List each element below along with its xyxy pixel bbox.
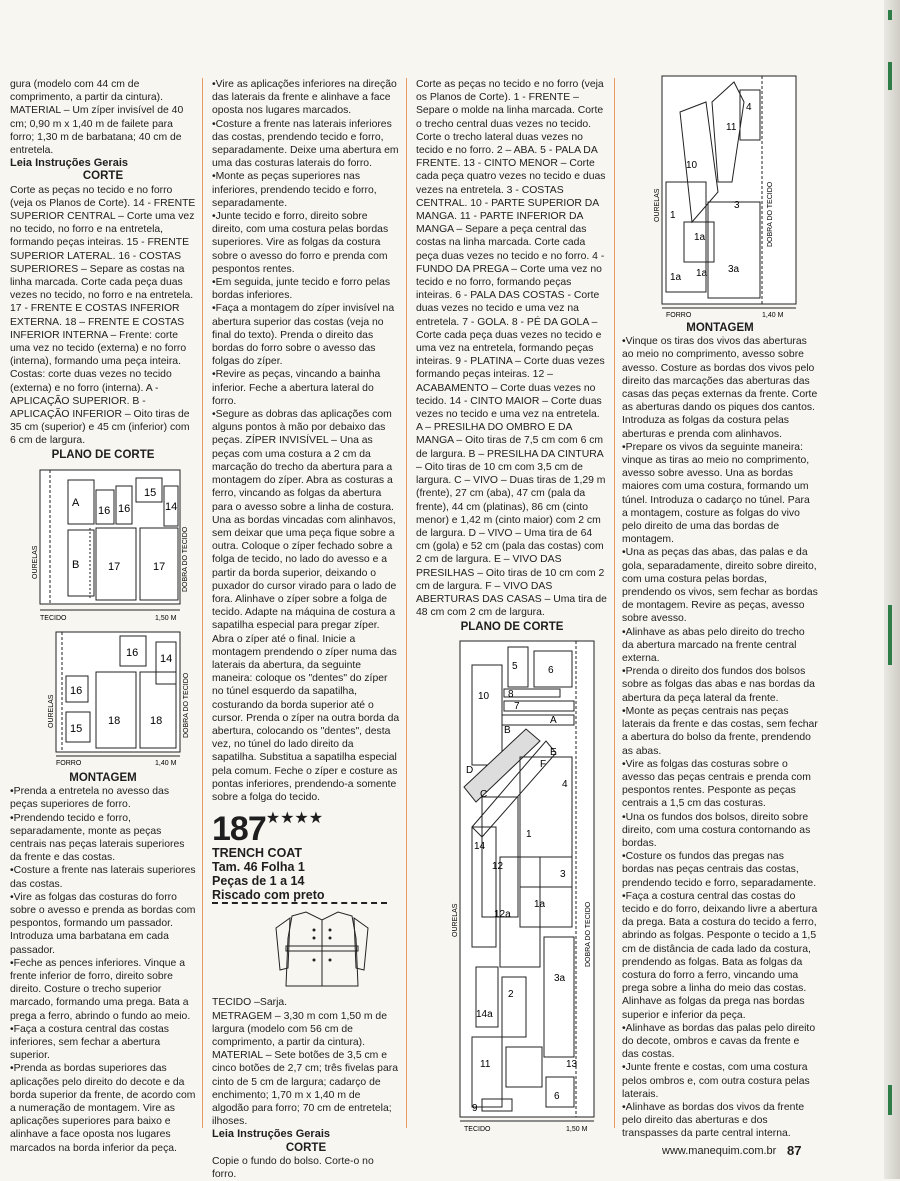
selvage-label: OURELAS xyxy=(32,545,39,579)
text-paragraph: •Faça a montagem do zíper invisível na abertura superior das costas (veja no final do texto). Prenda o direito das bordas do forro sobre o avesso das folgas do zíper. xyxy=(212,303,395,368)
piece-label: 3 xyxy=(734,200,740,211)
piece-label: A xyxy=(72,496,80,509)
lining-label: FORRO xyxy=(666,312,692,318)
piece-label: 11 xyxy=(480,1058,491,1070)
montagem-step: •Prenda a entretela no avesso das peças superiores de forro. xyxy=(10,786,170,811)
difficulty-stars: ★★★★ xyxy=(265,810,324,828)
piece-label: 3a xyxy=(554,972,566,984)
selvage-label: OURELAS xyxy=(452,903,459,937)
selvage-label: OURELAS xyxy=(48,694,55,728)
text-paragraph: •Revire as peças, vincando a bainha inferior. Feche a abertura lateral do forro. xyxy=(212,369,381,407)
zipper-paragraph: •Segure as dobras das aplicações com alguns pontos à mão por debaixo das peças. ZÍPER INVISÍVEL – Una as peças com uma costura a 2 cm da marcação do trecho da abertura para a montagem do zíper. Abra as costuras a ferro, vincando as folgas da abertura para o avesso sobre a linha de costura. Una as bordas vincadas com alinhavos, sem deixar que uma peça fique sobre a outra. Coloque o zíper fechado sobre a folga de tecido, no lado do avesso e a partir da borda superior, deixando o puxador do cursor virado para o lado de fora. Alinhave o zíper sobre a folga de tecido. Adapte na máquina de costura a sapatilha especial para pregar zíper. Abra o zíper até o final. Inicie a montagem prendendo o zíper numa das laterais da abertura, da seguinte maneira: coloque os "dentes" do zíper no túnel esquerdo da sapatilha, costurando da borda superior até o cursor. Prenda o zíper na outra borda da abertura, colocando os "dentes", desta vez, no túnel do lado direito da sapatilha. Substitua a sapatilha especial pela comum. Feche o zíper e costure as pontas inferiores, prendendo-a somente sobre a folga do tecido. xyxy=(212,409,400,803)
instructions-heading: Leia Instruções Gerais xyxy=(212,1128,330,1141)
piece-label: 1a xyxy=(670,272,682,283)
montagem-step: •Feche as pences inferiores. Vinque a frente inferior de forro, direito sobre direito. Costure o trecho superior marcado, formando uma prega. Bata a prega a ferro, abrindo o fundo ao meio. xyxy=(10,957,191,1022)
montagem-step: •Una as peças das abas, das palas e da gola, separadamente, direito sobre direito, com uma costura pelas bordas, prendendo os vivos, sem fechar as bordas de montagem. Revire as peças, avesso sobre avesso. xyxy=(622,547,818,625)
piece-label: 12 xyxy=(492,860,504,872)
cutting-plan-lining-diagram xyxy=(10,628,196,768)
montagem-step: •Costure a frente nas laterais superiores das costas. xyxy=(10,865,196,890)
model-number: 187 xyxy=(212,810,266,849)
width-label: 1,50 M xyxy=(155,614,177,622)
width-label: 1,50 M xyxy=(566,1125,588,1133)
page-edge-shadow xyxy=(884,0,900,1179)
page-number: 87 xyxy=(787,1143,802,1158)
piece-label: C xyxy=(480,788,488,800)
piece-label: 1a xyxy=(534,898,546,910)
instructions-heading: Leia Instruções Gerais xyxy=(10,157,128,170)
montagem-step: •Costure os fundos das pregas nas bordas nas peças centrais das costas, prendendo tecido e forro, separadamente. xyxy=(622,851,817,889)
piece-label: 9 xyxy=(472,1102,478,1114)
montagem-step: •Alinhave as bordas dos vivos da frente pelo direito das aberturas e dos transpasses da parte central interna. xyxy=(622,1101,805,1140)
plano-de-corte-heading: PLANO DE CORTE xyxy=(51,448,155,461)
website-url[interactable]: www.manequim.com.br xyxy=(662,1145,777,1157)
piece-label: 6 xyxy=(548,664,554,676)
text-paragraph: •Vire as aplicações inferiores na direção das laterais da frente e alinhave a face oposta nos lugares marcados. xyxy=(212,79,397,117)
montagem-step: •Alinhave as abas pelo direito do trecho da abertura marcado na frente central externa. xyxy=(622,626,805,665)
piece-label: 16 xyxy=(70,684,83,697)
montagem-step: •Monte as peças centrais nas peças laterais da frente e das costas, sem fechar a abertura do bolso da frente, prendendo as abas. xyxy=(622,705,818,757)
fold-label: DOBRA DO TECIDO xyxy=(182,526,189,592)
piece-label: 10 xyxy=(478,690,490,702)
fabric-label: TECIDO xyxy=(40,614,67,622)
model-name: TRENCH COAT xyxy=(212,846,303,861)
montagem-step: •Alinhave as bordas das palas pelo direito do decote, ombros e cavas da frente e das costas. xyxy=(622,1022,816,1061)
piece-label: 2 xyxy=(508,988,514,1000)
piece-label: 14 xyxy=(474,840,486,852)
montagem-step: •Prenda o direito dos fundos dos bolsos sobre as folgas das abas e nas bordas da abertura da peça lateral da frente. xyxy=(622,666,815,704)
lining-label: FORRO xyxy=(56,759,82,767)
piece-label: 14 xyxy=(165,500,178,513)
trench-coat-illustration xyxy=(272,908,400,992)
montagem-heading: MONTAGEM xyxy=(69,771,137,784)
piece-label: 1 xyxy=(670,210,676,221)
fold-label: DOBRA DO TECIDO xyxy=(183,672,190,738)
width-label: 1,40 M xyxy=(762,312,784,318)
montagem-step: •Junte frente e costas, com uma costura pelos ombros e, com outra costura pelas laterais. xyxy=(622,1062,810,1100)
piece-label: 3a xyxy=(728,264,740,275)
piece-label: E xyxy=(550,746,557,758)
edge-mark xyxy=(888,10,892,20)
piece-label: 10 xyxy=(686,160,698,171)
montagem-step: •Faça a costura central das costas inferiores, sem fechar a abertura superior. xyxy=(10,1023,169,1062)
montagem-step: •Faça a costura central das costas do tecido e do forro, deixando livre a abertura da prega. Bata a costura do tecido a ferro, abrindo as folgas. Pesponte o tecido a 1,5 cm de distância de cada lado da costura, prendendo as folgas. Bata as folgas da costura do forro a ferro, vincando uma prega sobre a linha do meio das costas. Alinhave as folgas da prega nas bordas superior e inferior da peça. xyxy=(622,890,818,1021)
edge-mark xyxy=(888,605,892,665)
model-line-color: Riscado com preto xyxy=(212,888,387,904)
montagem-heading: MONTAGEM xyxy=(686,322,754,334)
corte-heading: CORTE xyxy=(82,170,124,183)
piece-label: B xyxy=(72,558,80,571)
plano-de-corte-heading: PLANO DE CORTE xyxy=(460,621,564,634)
width-label: 1,40 M xyxy=(155,759,177,767)
yardage: METRAGEM – 3,30 m com 1,50 m de largura (modelo com 56 cm de comprimento, a partir da cintura). xyxy=(212,1010,387,1048)
piece-label: 14a xyxy=(476,1008,493,1020)
piece-label: 18 xyxy=(150,714,163,727)
selvage-label: OURELAS xyxy=(654,188,661,222)
piece-label: 14 xyxy=(160,652,173,665)
corte-heading: CORTE xyxy=(285,1141,327,1154)
montagem-step: •Una os fundos dos bolsos, direito sobre direito, com uma costura contornando as bordas. xyxy=(622,811,811,849)
model-header xyxy=(212,810,400,849)
montagem-step: •Prenda as bordas superiores das aplicações pelo direito do decote e da borda superior da frente, de acordo com a numeração de montagem. Vire as aplicações superiores para baixo e alinhave a face oposta nos lugares marcados na borda inferior da peça. xyxy=(10,1063,196,1154)
material-paragraph: MATERIAL – Sete botões de 3,5 cm e cinco botões de 2,7 cm; três fivelas para cinto de 5 cm de largura; cadarço de enchimento; 1,70 m x 1,40 m de algodão para forro; 70 cm de entretela; ilhoses. xyxy=(212,1050,398,1128)
piece-label: A xyxy=(550,714,557,726)
fabric-label: TECIDO xyxy=(464,1125,491,1133)
edge-mark xyxy=(888,62,892,90)
piece-label: 16 xyxy=(126,646,139,659)
piece-label: 4 xyxy=(562,778,568,790)
column-4 xyxy=(622,72,818,1141)
piece-label: 1 xyxy=(526,828,532,840)
corte-paragraph: Copie o fundo do bolso. Corte-o no forro. xyxy=(212,1155,374,1181)
piece-label: 16 xyxy=(118,502,131,515)
fold-label: DOBRA DO TECIDO xyxy=(585,901,592,967)
piece-label: 13 xyxy=(566,1058,578,1070)
piece-label: 1a xyxy=(694,232,706,243)
montagem-step: •Vire as folgas das costuras sobre o avesso das peças centrais e prenda com pespontos rentes. Pesponte as peças centrais a 1,5 cm das costuras. xyxy=(622,758,811,810)
column-rule xyxy=(614,78,615,1128)
piece-label: 5 xyxy=(512,660,518,672)
model-pieces: Peças de 1 a 14 xyxy=(212,874,305,889)
cutting-plan-trench-diagram xyxy=(416,637,608,1137)
piece-label: 4 xyxy=(746,102,752,113)
column-1 xyxy=(10,78,196,1155)
edge-mark xyxy=(888,1085,892,1115)
corte-paragraph: Corte as peças no tecido e no forro (veja os Planos de Corte). 14 - FRENTE SUPERIOR CENTRAL – Corte uma vez no tecido, no forro e na entretela, formando peças inteiras. 15 - FRENTE SUPERIOR LATERAL. 16 - COSTAS SUPERIORES – Separe as costas na linha marcada. Corte cada peça duas vezes no tecido, no forro e na entretela. 17 - FRENTE E COSTAS INFERIOR EXTERNA. 18 – FRENTE E COSTAS INFERIOR INTERNA – Frente: corte uma vez no tecido (externa) e no forro (interna), formando uma peça inteira. Costas: corte duas vezes no tecido (externa) e no forro (interna). A - APLICAÇÃO SUPERIOR. B - APLICAÇÃO INFERIOR – Oito tiras de 35 cm (superior) e 45 cm (inferior) com 6 cm de largura. xyxy=(10,184,196,447)
piece-label: B xyxy=(504,724,511,736)
piece-label: 15 xyxy=(70,722,83,735)
fabric-type: TECIDO –Sarja. xyxy=(212,997,288,1009)
material-paragraph: MATERIAL – Um zíper invisível de 40 cm; 0,90 m x 1,40 m de failete para forro; 1,30 m de barbatana; 40 cm de entretela. xyxy=(10,105,184,157)
piece-label: 6 xyxy=(554,1090,560,1102)
fold-label: DOBRA DO TECIDO xyxy=(767,181,774,247)
piece-label: 3 xyxy=(560,868,566,880)
montagem-step: •Vire as folgas das costuras do forro sobre o avesso e prenda as bordas com pespontos, formando um passador. Introduza uma barbatana em cada passador. xyxy=(10,891,196,956)
text-paragraph: •Monte as peças superiores nas inferiores, prendendo tecido e forro, separadamente. xyxy=(212,171,377,209)
piece-label: 1a xyxy=(696,268,708,279)
column-rule xyxy=(202,78,203,1128)
column-3 xyxy=(416,78,608,1141)
text-paragraph: •Em seguida, junte tecido e forro pelas bordas inferiores. xyxy=(212,277,391,302)
text-paragraph: •Junte tecido e forro, direito sobre direito, com uma costura pelas bordas superiores. Vire as folgas da costura sobre o avesso do forro e prenda com pespontos rentes. xyxy=(212,211,389,275)
corte-paragraph: Corte as peças no tecido e no forro (veja os Planos de Corte). 1 - FRENTE – Separe o molde na linha marcada. Corte o trecho central duas vezes no tecido. Corte o trecho lateral duas vezes no tecido e no forro. 2 – ABA. 5 - PALA DA FRENTE. 13 - CINTO MENOR – Corte cada peça quatro vezes no tecido e duas vezes na entretela. 3 - COSTAS CENTRAL. 10 - PARTE SUPERIOR DA MANGA. 11 - PARTE INFERIOR DA MANGA – Separe a peça central das costas na linha marcada. Corte cada peça duas vezes no tecido e no forro. 4 - FUNDO DA PREGA – Corte uma vez no tecido e no forro, formando peças inteiras. 6 - PALA DAS COSTAS - Corte duas vezes no tecido e uma vez na entretela. 7 - GOLA. 8 - PÉ DA GOLA – Corte cada peça duas vezes no tecido e uma vez na entretela, formando peças inteiras. 9 - PLATINA – Corte duas vezes formando peças inteiras. 12 – ACABAMENTO – Corte duas vezes no tecido. 14 - CINTO MAIOR – Corte duas vezes no tecido e uma vez na entretela. A – PRESILHA DO OMBRO E DA MANGA – Oito tiras de 7,5 cm com 6 cm de largura. B – PRESILHA DA CINTURA – Oito tiras de 10 cm com 3,5 cm de largura. C – VIVO – Duas tiras de 1,29 m (frente), 27 cm (aba), 47 cm (pala da frente), 44 cm (platinas), 86 cm (cinto menor) e 1,42 m (cinto maior) com 2 cm de largura. D – VIVO – Uma tira de 64 cm (gola) e 52 cm (pala das costas) com 2 cm de largura. E – VIVO DAS PRESILHAS – Oito tiras de 10 cm com 2 cm de largura. F – VIVO DAS ABERTURAS DAS CASAS – Uma tira de 48 cm com 2 cm de largura. xyxy=(416,79,607,619)
montagem-step: •Prendendo tecido e forro, separadamente, monte as peças centrais nas peças laterais superiores da frente e das costas. xyxy=(10,812,185,864)
piece-label: 18 xyxy=(108,714,121,727)
piece-label: 12a xyxy=(494,908,511,920)
montagem-step: •Prepare os vivos da seguinte maneira: vinque as tiras ao meio no comprimento, avesso sobre avesso. Una as bordas maiores com uma costura, formando um túnel. Introduza o cadarço no túnel. Para a montagem, costure as folgas do vivo pelo direito de uma das bordas de montagem. xyxy=(622,441,810,546)
piece-label: 7 xyxy=(514,700,520,712)
piece-label: 17 xyxy=(153,560,166,573)
piece-label: 17 xyxy=(108,560,121,573)
model-size: Tam. 46 Folha 1 xyxy=(212,860,305,875)
cutting-plan-fabric-diagram xyxy=(10,464,196,624)
piece-label: F xyxy=(540,758,547,770)
column-2 xyxy=(212,78,400,1181)
piece-label: 15 xyxy=(144,486,157,499)
piece-label: 11 xyxy=(726,122,737,133)
text-paragraph: •Costure a frente nas laterais inferiores das costas, prendendo tecido e forro, separadamente. Deixe uma abertura em uma das costuras laterais do forro. xyxy=(212,118,399,170)
text-paragraph: gura (modelo com 44 cm de comprimento, a partir da cintura). xyxy=(10,79,164,104)
piece-label: 16 xyxy=(98,504,111,517)
cutting-plan-lining-trench-diagram xyxy=(622,72,818,318)
column-rule xyxy=(406,78,407,1128)
montagem-step: •Vinque os tiras dos vivos das aberturas ao meio no comprimento, avesso sobre avesso. Costure as bordas dos vivos pelo direito das marcações das aberturas das casas das peças externas da frente. Corte as aberturas dando os piques dos cantos. Introduza as folgas da costura pelas aberturas e prenda com alinhavos. xyxy=(622,336,818,440)
piece-label: 8 xyxy=(508,688,514,700)
piece-label: D xyxy=(466,764,474,776)
